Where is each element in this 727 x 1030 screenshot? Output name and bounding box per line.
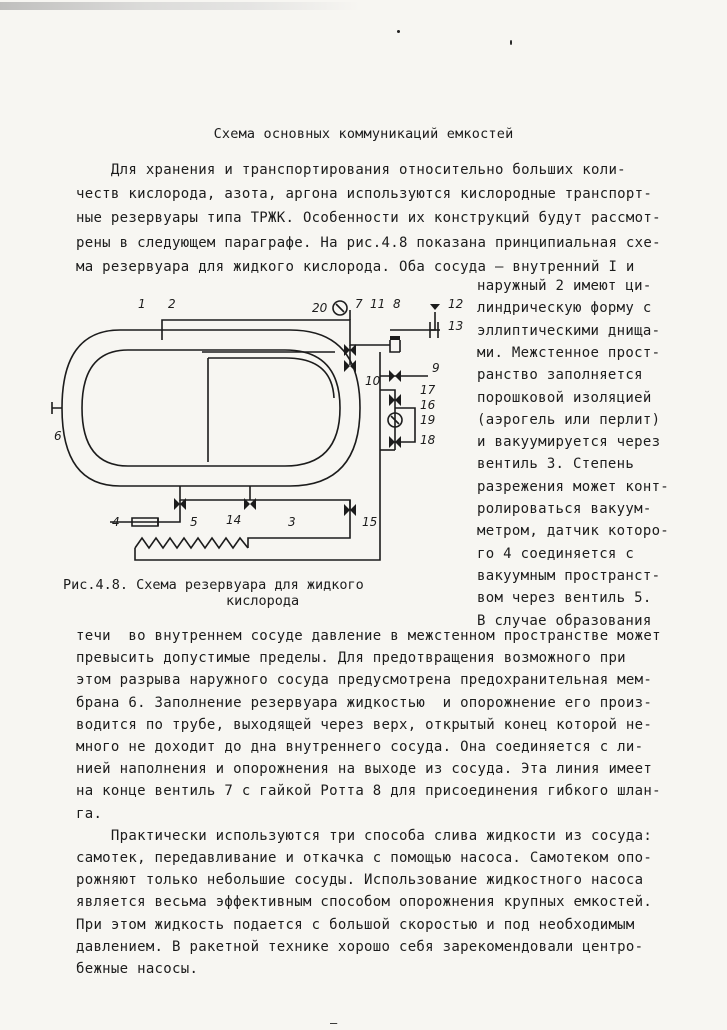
label-11: 11 — [370, 297, 386, 311]
text-line: В случае образования — [477, 612, 652, 629]
label-1: 1 — [138, 297, 146, 311]
label-18: 18 — [420, 433, 436, 447]
top-pipe — [162, 320, 370, 345]
text-line: ма резервуара для жидкого кислорода. Оба сосуда – внутренний I и — [76, 258, 635, 275]
text-line: превысить допустимые пределы. Для предотвращения возможного при — [76, 650, 626, 667]
text-line: этом разрыва наружного сосуда предусмотрена предохранительная мем- — [76, 672, 653, 689]
text-line: рожняют только небольшие сосуды. Использование жидкостного насоса — [76, 872, 644, 889]
text-line: наружный 2 имеют ци- — [477, 278, 652, 294]
label-8: 8 — [393, 297, 401, 311]
text-line: порошковой изоляцией — [477, 389, 652, 406]
scan-speck — [397, 30, 400, 33]
label-5: 5 — [190, 515, 198, 529]
text-line: на конце вентиль 7 с гайкой Ротта 8 для присоединения гибкого шлан- — [76, 783, 661, 800]
label-2: 2 — [168, 297, 176, 311]
label-15: 15 — [362, 515, 378, 529]
label-19: 19 — [420, 413, 436, 427]
text-line: разрежения может конт- — [477, 478, 670, 495]
text-line: много не доходит до дна внутреннего сосуда. Она соединяется с ли- — [76, 739, 644, 755]
text-line: водится по трубе, выходящей через верх, открытый конец которой не- — [76, 716, 653, 733]
label-13: 13 — [448, 319, 464, 333]
section-title: Схема основных коммуникаций емкостей — [213, 126, 514, 142]
scan-smudge — [0, 2, 360, 10]
text-line: При этом жидкость подается с большой скоростью и под необходимым — [76, 916, 635, 933]
text-line: эллиптическими днища- — [477, 322, 661, 339]
text-line: га. — [76, 805, 103, 822]
text-line: го 4 соединяется с — [477, 545, 635, 562]
text-line: ролироваться вакуум- — [477, 501, 652, 517]
text-line: вом через вентиль 5. — [477, 590, 652, 607]
scan-speck — [510, 40, 512, 45]
text-line: линдрическую форму с — [477, 300, 652, 317]
text-line: Практически используются три способа слива жидкости из сосуда: — [76, 827, 653, 844]
text-line: метром, датчик которо- — [477, 523, 670, 540]
text-line: и вакуумируется через — [477, 434, 661, 451]
text-line: вентиль 3. Степень — [477, 456, 635, 473]
membrane-6 — [52, 402, 62, 414]
label-9: 9 — [432, 361, 440, 375]
label-14: 14 — [226, 513, 242, 527]
text-line: рены в следующем параграфе. На рис.4.8 показана принципиальная схе- — [76, 234, 661, 251]
text-line: вакуумным пространст- — [477, 567, 661, 584]
text-line: нией наполнения и опорожнения на выходе из сосуда. Эта линия имеет — [76, 761, 653, 778]
label-12: 12 — [448, 297, 464, 311]
label-16: 16 — [420, 398, 436, 412]
rott-nut-8 — [390, 336, 400, 340]
text-line: брана 6. Заполнение резервуара жидкостью и опорожнение его произ- — [76, 694, 653, 711]
label-7: 7 — [355, 297, 363, 311]
evaporator-coil — [135, 538, 248, 548]
text-line: является весьма эффективным способом опорожнения крупных емкостей. — [76, 894, 653, 911]
figure-caption-line1: Рис.4.8. Схема резервуара для жидкого — [63, 577, 364, 593]
valve-9 — [389, 370, 401, 382]
text-line: ми. Межстенное прост- — [477, 344, 661, 361]
label-10: 10 — [365, 374, 381, 388]
text-line: давлением. В ракетной технике хорошо себя зарекомендовали центро- — [76, 938, 644, 955]
figure-caption-line2: кислорода — [226, 593, 300, 609]
label-20: 20 — [312, 301, 328, 315]
label-17: 17 — [420, 383, 436, 397]
text-line: честв кислорода, азота, аргона используются кислородные транспорт- — [76, 186, 653, 203]
text-line: (аэрогель или перлит) — [477, 411, 661, 428]
text-line: течи во внутреннем сосуде давление в межстенном пространстве может — [76, 628, 661, 644]
inner-vessel — [82, 350, 340, 466]
text-line: ранство заполняется — [477, 367, 643, 384]
tank-diagram — [50, 290, 470, 580]
text-line: Для хранения и транспортирования относительно больших коли- — [76, 162, 626, 178]
text-line: самотек, передавливание и откачка с помощью насоса. Самотеком опо- — [76, 850, 653, 866]
text-line: бежные насосы. — [76, 961, 199, 977]
page-number: — — [330, 1016, 338, 1030]
fill-drain-pipe — [208, 358, 334, 462]
label-4: 4 — [112, 515, 120, 529]
valve-12 — [430, 304, 440, 310]
label-3: 3 — [288, 515, 296, 529]
text-line: ные резервуары типа ТРЖК. Особенности их конструкций будут рассмот- — [76, 210, 661, 227]
label-6: 6 — [54, 429, 62, 443]
